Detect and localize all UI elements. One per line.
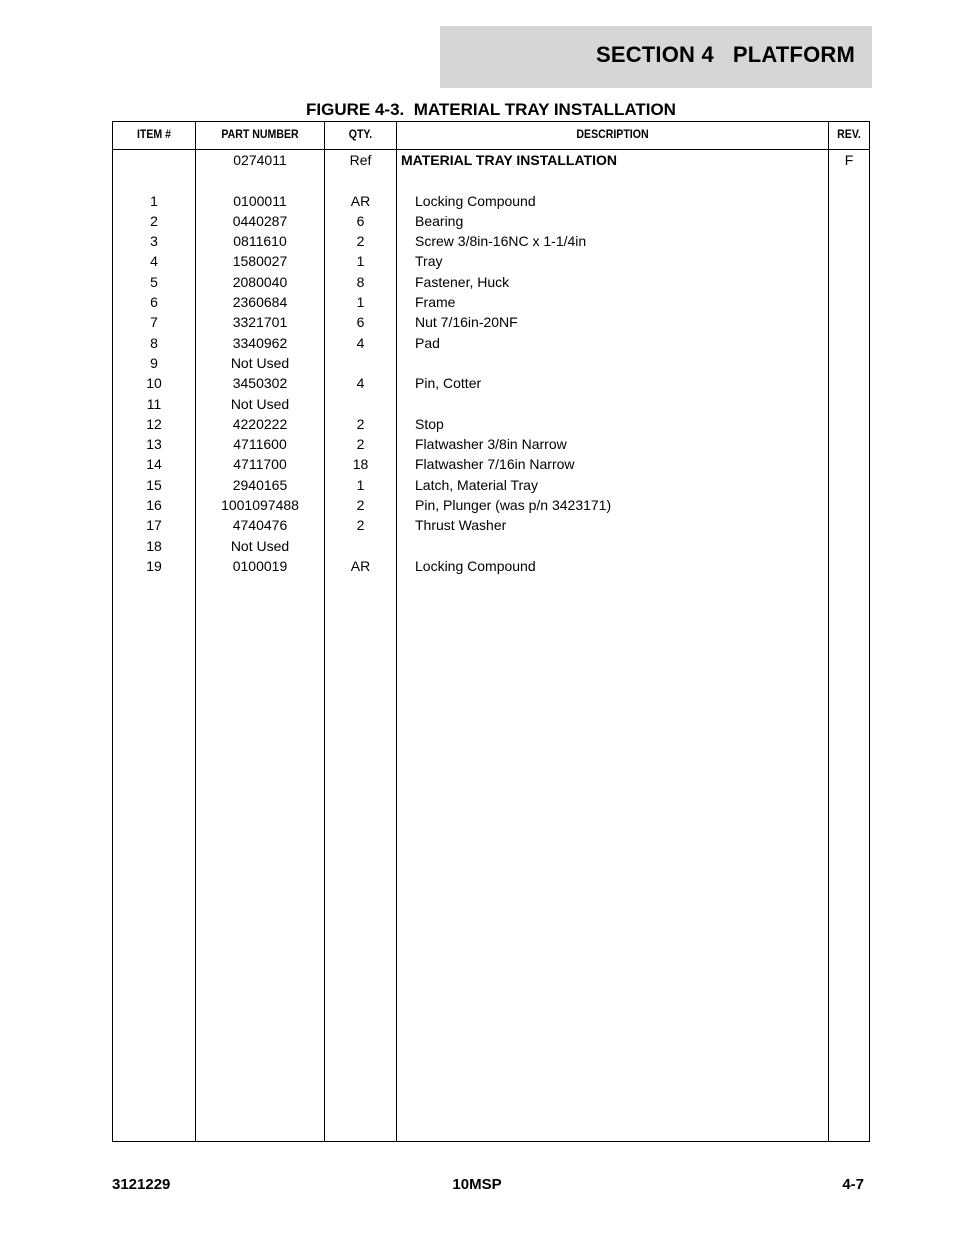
item-number: 5 [150,273,158,290]
quantity: 2 [356,517,365,534]
footer-model: 10MSP [452,1176,502,1193]
table-row [113,434,869,454]
description: Frame [415,294,456,311]
item-number: 10 [146,375,162,392]
description: Screw 3/8in-16NC x 1-1/4in [415,233,587,250]
quantity: 2 [356,497,365,514]
part-number: 0440287 [232,212,288,229]
description: Locking Compound [415,557,536,574]
description: Flatwasher 3/8in Narrow [415,436,567,453]
description: Fastener, Huck [415,273,510,290]
description: Flatwasher 7/16in Narrow [415,456,575,473]
description: Pin, Cotter [415,375,482,392]
table-row [113,312,869,332]
item-number: 6 [150,294,158,311]
assembly-rev: F [844,152,854,168]
figure-title: FIGURE 4-3. MATERIAL TRAY INSTALLATION [306,100,676,119]
part-number: 2360684 [232,294,288,311]
header-description: DESCRIPTION [576,127,649,141]
description: Nut 7/16in-20NF [415,314,518,331]
header-qty: QTY. [348,127,373,141]
item-number: 8 [150,334,158,351]
description: Thrust Washer [415,517,507,534]
part-number: 3321701 [232,314,288,331]
header-item: ITEM # [136,127,172,141]
table-row [113,556,869,576]
table-row [113,231,869,251]
footer-page-number: 4-7 [842,1176,864,1193]
part-number: 4711700 [233,456,287,473]
description: Bearing [415,212,464,229]
description: Locking Compound [415,192,536,209]
part-number: 0100019 [232,557,288,574]
footer-doc-number: 3121229 [112,1176,171,1193]
quantity: AR [350,557,371,574]
item-number: 18 [146,537,162,554]
quantity: 4 [356,375,365,392]
item-number: 17 [146,517,162,534]
item-number: 14 [146,456,162,473]
spacer-row [113,170,869,190]
section-title: SECTION 4 PLATFORM [595,42,855,67]
description: Stop [415,415,444,432]
part-number: 2080040 [232,273,288,290]
part-number: 3450302 [232,375,288,392]
assembly-row [113,150,869,170]
description: Pad [415,334,440,351]
description: Pin, Plunger (was p/n 3423171) [415,497,612,514]
item-number: 19 [146,557,162,574]
item-number: 13 [146,436,162,453]
item-number: 9 [150,354,158,371]
quantity: 4 [356,334,365,351]
part-number: 0811610 [233,233,287,250]
quantity: 2 [356,436,365,453]
part-number: 3340962 [232,334,288,351]
item-number: 2 [150,212,158,229]
table-row [113,272,869,292]
item-number: 11 [146,395,162,412]
quantity: 6 [356,212,365,229]
part-number: Not Used [230,354,290,371]
table-row [113,536,869,556]
table-row [113,394,869,414]
table-body [113,150,869,576]
part-number: 0100011 [233,192,287,209]
part-number: 1001097488 [221,497,299,514]
header-part-number: PART NUMBER [221,127,299,141]
quantity: 1 [356,253,365,270]
item-number: 16 [146,497,162,514]
part-number: 1580027 [232,253,288,270]
part-number: 2940165 [232,476,288,493]
item-number: 7 [150,314,158,331]
parts-table [112,121,870,1142]
table-row [113,333,869,353]
item-number: 15 [146,476,162,493]
assembly-part-number: 0274011 [233,152,287,168]
part-number: 4711600 [233,436,287,453]
table-row [113,191,869,211]
table-row [113,373,869,393]
table-row [113,211,869,231]
quantity: AR [350,192,371,209]
quantity: 1 [356,294,365,311]
table-row [113,414,869,434]
quantity: 18 [352,456,369,473]
section-header [440,26,872,88]
quantity: 2 [356,415,365,432]
part-number: Not Used [230,395,290,412]
table-row [113,454,869,474]
table-row [113,292,869,312]
quantity: 6 [356,314,365,331]
table-header [113,122,869,150]
part-number: Not Used [230,537,290,554]
quantity: 2 [356,233,365,250]
table-row [113,495,869,515]
description: Tray [415,253,443,270]
item-number: 12 [146,415,162,432]
header-rev: REV. [837,127,861,141]
table-row [113,353,869,373]
assembly-qty: Ref [349,152,372,168]
part-number: 4220222 [232,415,288,432]
quantity: 1 [356,476,365,493]
item-number: 1 [150,192,158,209]
item-number: 4 [150,253,158,270]
part-number: 4740476 [232,517,288,534]
assembly-description: MATERIAL TRAY INSTALLATION [401,152,617,168]
quantity: 8 [356,273,365,290]
description: Latch, Material Tray [415,476,538,493]
item-number: 3 [150,233,158,250]
table-row [113,251,869,271]
table-row [113,475,869,495]
table-row [113,515,869,535]
